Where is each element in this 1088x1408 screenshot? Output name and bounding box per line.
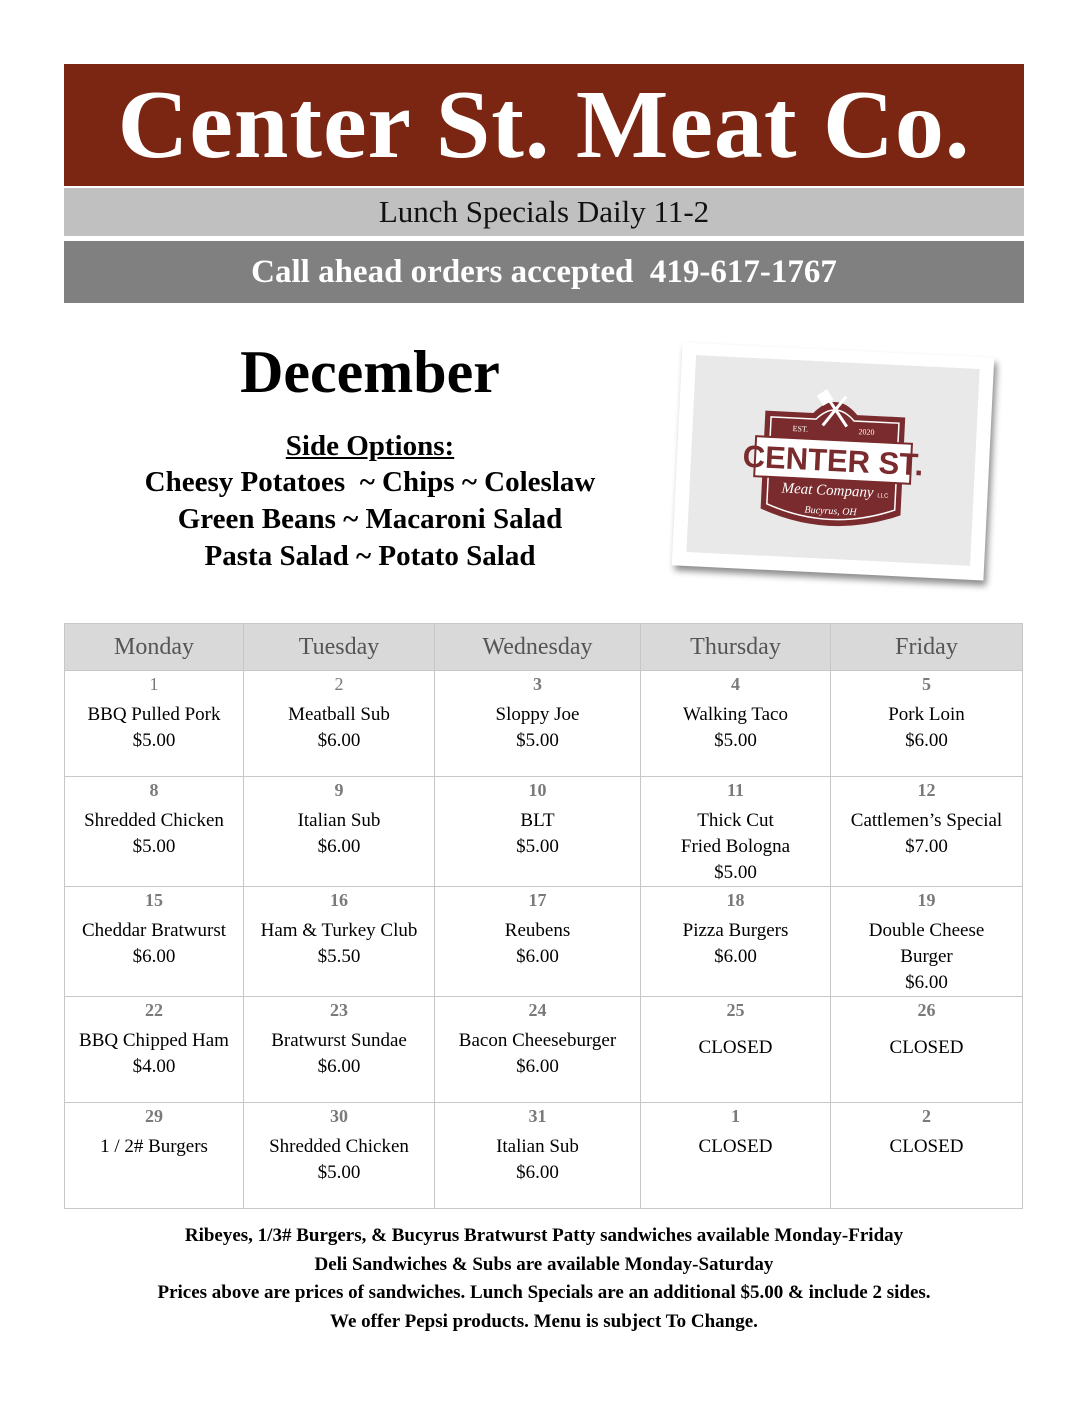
logo-photo-card <box>672 343 995 581</box>
special-price: $5.00 <box>132 730 176 751</box>
day-header: Wednesday <box>435 624 641 671</box>
closed-label: CLOSED <box>698 1136 773 1157</box>
day-number: 11 <box>726 780 744 800</box>
calendar-day-cell <box>435 887 641 997</box>
calendar-day-cell <box>244 1103 435 1209</box>
calendar-day-cell <box>641 671 831 777</box>
special-name: BBQ Chipped Ham <box>79 1030 229 1051</box>
business-title-banner <box>64 64 1024 186</box>
logo-name: CENTER ST. <box>741 438 925 483</box>
day-number: 5 <box>922 674 931 694</box>
special-price: $6.00 <box>714 946 757 967</box>
day-number: 12 <box>917 780 936 800</box>
calendar-day-cell <box>65 1103 244 1209</box>
lunch-calendar <box>64 623 1023 1209</box>
closed-label: CLOSED <box>698 1037 773 1058</box>
special-price: $6.00 <box>516 1056 559 1077</box>
calendar-day-cell <box>244 777 435 887</box>
calendar-day-cell <box>641 1103 831 1209</box>
closed-label: CLOSED <box>889 1037 964 1058</box>
hours-text: Lunch Specials Daily 11-2 <box>378 194 710 229</box>
logo-script: Meat Company <box>781 480 874 502</box>
special-name: Walking Taco <box>683 704 788 725</box>
day-number: 25 <box>726 1000 745 1020</box>
day-number: 23 <box>330 1000 348 1020</box>
calendar-day-cell <box>831 887 1023 997</box>
footer-line: Prices above are prices of sandwiches. Lunch Specials are an additional $5.00 & include 2 sides. <box>157 1282 931 1303</box>
calendar-day-cell <box>831 671 1023 777</box>
side-options-line: Green Beans ~ Macaroni Salad <box>177 503 563 535</box>
calendar-day-cell <box>435 671 641 777</box>
calendar-body <box>65 671 1023 1209</box>
company-logo <box>686 355 979 566</box>
side-options-line: Cheesy Potatoes ~ Chips ~ Coleslaw <box>144 466 596 498</box>
day-number: 29 <box>145 1106 163 1126</box>
calendar-week-row <box>65 997 1023 1103</box>
closed-label: CLOSED <box>889 1136 964 1157</box>
day-number: 30 <box>330 1106 348 1126</box>
day-number: 1 <box>149 674 159 694</box>
logo-image <box>686 355 979 566</box>
day-number: 1 <box>731 1106 740 1126</box>
special-price: $6.00 <box>132 946 176 967</box>
calendar-day-cell <box>641 887 831 997</box>
special-price: $6.00 <box>905 730 948 751</box>
calendar-day-cell <box>65 777 244 887</box>
footer-notes <box>64 1222 1024 1336</box>
special-name: Sloppy Joe <box>495 704 580 725</box>
day-number: 24 <box>528 1000 547 1020</box>
special-price: $4.00 <box>132 1056 176 1077</box>
special-name: Thick Cut <box>697 810 774 831</box>
day-number: 4 <box>731 674 740 694</box>
calendar-day-cell <box>641 777 831 887</box>
special-price: $5.50 <box>317 946 361 967</box>
day-number: 3 <box>533 674 542 694</box>
special-name: Bratwurst Sundae <box>271 1030 407 1051</box>
special-name: Fried Bologna <box>680 836 791 857</box>
special-price: $6.00 <box>516 1162 559 1183</box>
month-title: December <box>240 339 500 405</box>
footer-line: We offer Pepsi products. Menu is subject To Change. <box>330 1310 758 1332</box>
day-number: 26 <box>917 1000 936 1020</box>
calendar-day-cell <box>641 997 831 1103</box>
special-name: Pizza Burgers <box>682 920 789 941</box>
calendar-day-cell <box>65 997 244 1103</box>
day-number: 22 <box>145 1000 163 1020</box>
special-price: $5.00 <box>516 836 559 857</box>
special-price: $5.00 <box>714 730 757 751</box>
day-number: 16 <box>330 890 348 910</box>
special-price: $6.00 <box>905 972 948 993</box>
day-header: Thursday <box>641 624 831 671</box>
special-name: BLT <box>520 810 555 831</box>
calendar-day-cell <box>244 671 435 777</box>
special-name: Reubens <box>504 920 571 941</box>
special-name: BBQ Pulled Pork <box>87 704 221 725</box>
special-price: $5.00 <box>132 836 176 857</box>
logo-location: Bucyrus, OH <box>804 504 857 519</box>
footer-line: Deli Sandwiches & Subs are available Monday-Saturday <box>314 1253 774 1275</box>
day-number: 31 <box>528 1106 547 1126</box>
side-options-line: Pasta Salad ~ Potato Salad <box>204 540 536 572</box>
calendar-day-cell <box>244 887 435 997</box>
special-name: Meatball Sub <box>288 704 390 725</box>
day-number: 9 <box>334 780 344 800</box>
calendar-day-cell <box>244 997 435 1103</box>
day-number: 17 <box>528 890 547 910</box>
special-price: $6.00 <box>516 946 559 967</box>
calendar-day-cell <box>831 1103 1023 1209</box>
special-name: Italian Sub <box>297 810 381 831</box>
special-price: $5.00 <box>516 730 559 751</box>
special-name: Italian Sub <box>496 1136 579 1157</box>
hours-bar <box>64 188 1024 236</box>
special-price: $6.00 <box>317 730 361 751</box>
day-number: 18 <box>726 890 745 910</box>
special-name: Pork Loin <box>888 704 965 725</box>
special-name: Burger <box>900 946 953 967</box>
business-title: Center St. Meat Co. <box>117 71 971 179</box>
special-price: $7.00 <box>905 836 948 857</box>
special-name: Cheddar Bratwurst <box>81 920 227 941</box>
calendar-week-row <box>65 1103 1023 1209</box>
special-name: Double Cheese <box>868 920 985 941</box>
logo-est: EST. <box>792 423 809 434</box>
day-number: 2 <box>334 674 344 694</box>
day-header: Tuesday <box>244 624 435 671</box>
calendar-day-cell <box>831 777 1023 887</box>
calendar-week-row <box>65 671 1023 777</box>
footer-line: Ribeyes, 1/3# Burgers, & Bucyrus Bratwurst Patty sandwiches available Monday-Friday <box>184 1225 904 1246</box>
logo-year: 2020 <box>858 427 875 437</box>
special-name: 1 / 2# Burgers <box>100 1136 208 1157</box>
calendar-day-cell <box>65 671 244 777</box>
special-price: $6.00 <box>317 1056 361 1077</box>
day-header: Friday <box>831 624 1023 671</box>
calendar-header-row <box>65 624 1023 671</box>
day-number: 10 <box>528 780 547 800</box>
side-options <box>80 428 660 575</box>
day-number: 15 <box>145 890 163 910</box>
day-number: 2 <box>922 1106 931 1126</box>
logo-llc: LLC <box>877 493 889 500</box>
special-name: Ham & Turkey Club <box>260 920 418 941</box>
calendar-week-row <box>65 887 1023 997</box>
special-price: $5.00 <box>317 1162 361 1183</box>
special-name: Shredded Chicken <box>269 1136 409 1157</box>
side-options-heading: Side Options: <box>285 430 455 462</box>
calendar-day-cell <box>435 1103 641 1209</box>
calendar-day-cell <box>65 887 244 997</box>
special-price: $5.00 <box>714 862 757 883</box>
day-header: Monday <box>65 624 244 671</box>
calendar-day-cell <box>435 997 641 1103</box>
special-price: $6.00 <box>317 836 361 857</box>
calendar-week-row <box>65 777 1023 887</box>
calendar-day-cell <box>831 997 1023 1103</box>
call-ahead-bar <box>64 241 1024 303</box>
call-ahead-text: Call ahead orders accepted 419-617-1767 <box>251 254 837 290</box>
special-name: Bacon Cheeseburger <box>458 1030 617 1051</box>
day-number: 8 <box>149 780 159 800</box>
special-name: Shredded Chicken <box>84 810 224 831</box>
special-name: Cattlemen’s Special <box>850 810 1003 831</box>
calendar-day-cell <box>435 777 641 887</box>
day-number: 19 <box>917 890 936 910</box>
